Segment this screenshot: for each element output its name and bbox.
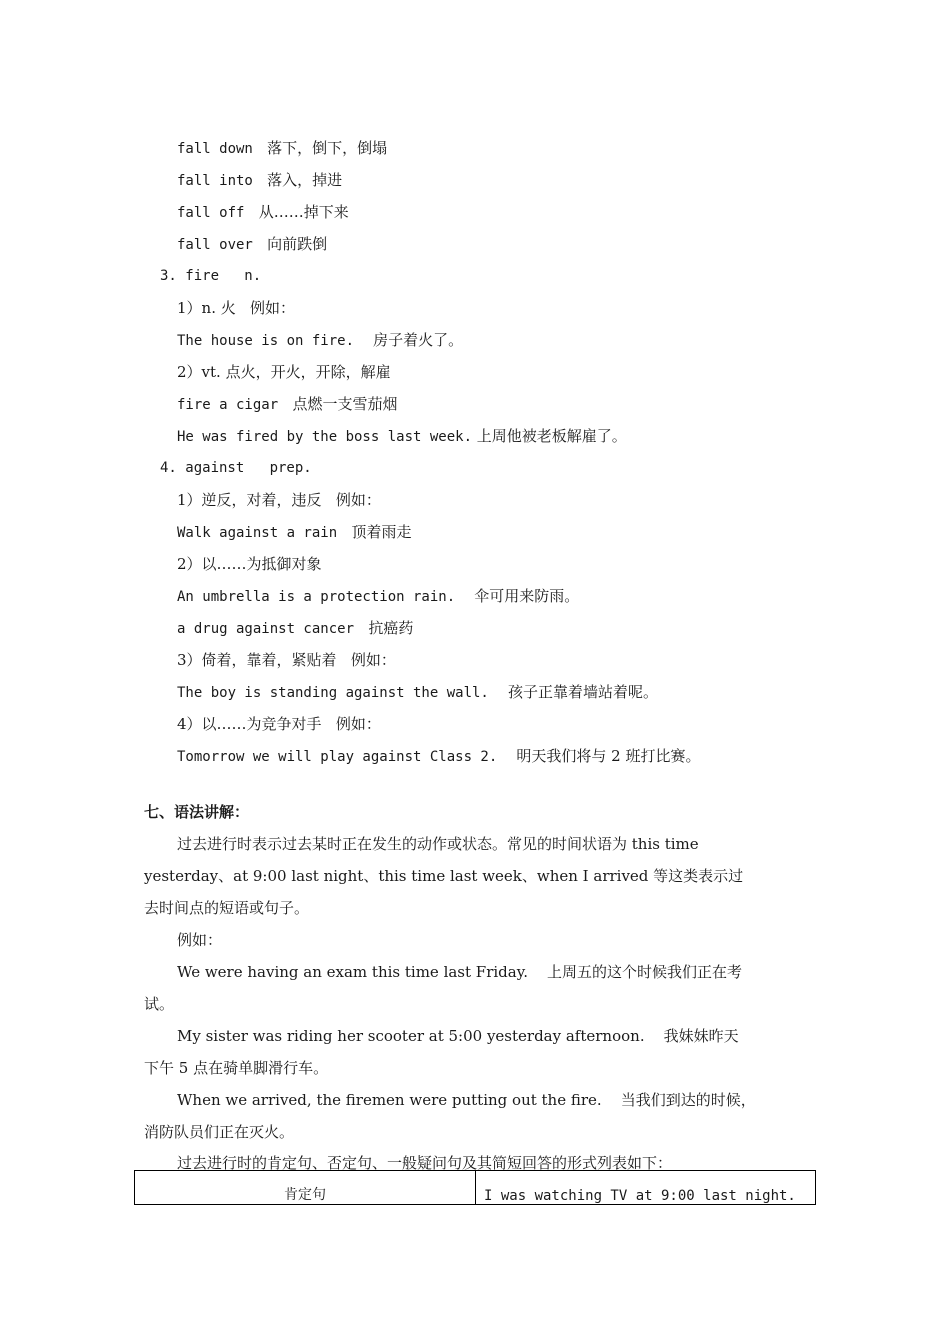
table-cell-label: 肯定句 xyxy=(135,1171,476,1205)
example-line xyxy=(177,522,411,543)
table-cell-example: I was watching TV at 9:00 last night. xyxy=(476,1171,816,1205)
table-row xyxy=(135,1171,816,1205)
word-heading-fire: 3. fire n. xyxy=(160,268,262,284)
phrase-zh: 从……掉下来 xyxy=(258,203,349,221)
paragraph-line: yesterday、at 9:00 last night、this time last week、when I arrived 等这类表示过 xyxy=(144,867,744,885)
sense-line: 1）n. 火 例如： xyxy=(177,299,296,317)
paragraph-line: My sister was riding her scooter at 5:00 yesterday afternoon. 我妹妹昨天 xyxy=(177,1027,739,1045)
vocab-line xyxy=(177,234,327,255)
phrase-en: fall off xyxy=(177,205,245,221)
section-heading: 七、语法讲解： xyxy=(144,803,250,821)
example-zh: 抗癌药 xyxy=(368,619,414,637)
example-line xyxy=(177,682,658,703)
paragraph-line: We were having an exam this time last Friday. 上周五的这个时候我们正在考 xyxy=(177,963,743,981)
example-en: Walk against a rain xyxy=(177,525,338,541)
paragraph-line: 下午 5 点在骑单脚滑行车。 xyxy=(144,1059,329,1077)
example-en: a drug against cancer xyxy=(177,621,355,637)
sense-line: 4）以……为竞争对手 例如： xyxy=(177,715,381,733)
sense-line: 1）逆反，对着，违反 例如： xyxy=(177,491,381,509)
sense-line: 2）vt. 点火，开火，开除，解雇 xyxy=(177,363,391,381)
example-zh: 房子着火了。 xyxy=(373,331,464,349)
vocab-line xyxy=(177,138,387,159)
phrase-zh: 落入，掉进 xyxy=(267,171,343,189)
phrase-en: fall over xyxy=(177,237,253,253)
grammar-table xyxy=(134,1170,816,1205)
example-line xyxy=(177,618,413,639)
sense-line: 2）以……为抵御对象 xyxy=(177,555,322,573)
example-line xyxy=(177,426,627,447)
example-line xyxy=(177,394,397,415)
paragraph-line: 去时间点的短语或句子。 xyxy=(144,899,310,917)
example-en: An umbrella is a protection rain. xyxy=(177,589,456,605)
word-heading-against: 4. against prep. xyxy=(160,460,312,476)
phrase-en: fall down xyxy=(177,141,253,157)
phrase-en: fall into xyxy=(177,173,253,189)
paragraph-line: When we arrived, the firemen were putting out the fire. 当我们到达的时候， xyxy=(177,1091,756,1109)
paragraph-line: 试。 xyxy=(144,995,175,1013)
example-zh: 伞可用来防雨。 xyxy=(474,587,580,605)
example-label: 例如： xyxy=(177,931,223,949)
example-en: The house is on fire. xyxy=(177,333,355,349)
example-zh: 明天我们将与 2 班打比赛。 xyxy=(516,747,701,765)
vocab-line xyxy=(177,202,349,223)
example-line xyxy=(177,330,463,351)
example-zh: 上周他被老板解雇了。 xyxy=(476,427,627,445)
vocab-line xyxy=(177,170,342,191)
example-en: fire a cigar xyxy=(177,397,279,413)
example-en: Tomorrow we will play against Class 2. xyxy=(177,749,498,765)
sense-line: 3）倚着，靠着，紧贴着 例如： xyxy=(177,651,396,669)
phrase-zh: 落下，倒下，倒塌 xyxy=(267,139,388,157)
phrase-zh: 向前跌倒 xyxy=(267,235,328,253)
example-zh: 顶着雨走 xyxy=(351,523,412,541)
paragraph-line: 消防队员们正在灭火。 xyxy=(144,1123,295,1141)
paragraph-line: 过去进行时表示过去某时正在发生的动作或状态。常见的时间状语为 this time xyxy=(177,835,699,853)
example-en: He was fired by the boss last week. xyxy=(177,429,473,445)
example-en: The boy is standing against the wall. xyxy=(177,685,489,701)
example-line xyxy=(177,586,579,607)
paragraph-line: 过去进行时的肯定句、否定句、一般疑问句及其简短回答的形式列表如下： xyxy=(177,1154,673,1172)
example-line xyxy=(177,746,700,767)
example-zh: 点燃一支雪茄烟 xyxy=(292,395,398,413)
example-zh: 孩子正靠着墙站着呢。 xyxy=(507,683,658,701)
